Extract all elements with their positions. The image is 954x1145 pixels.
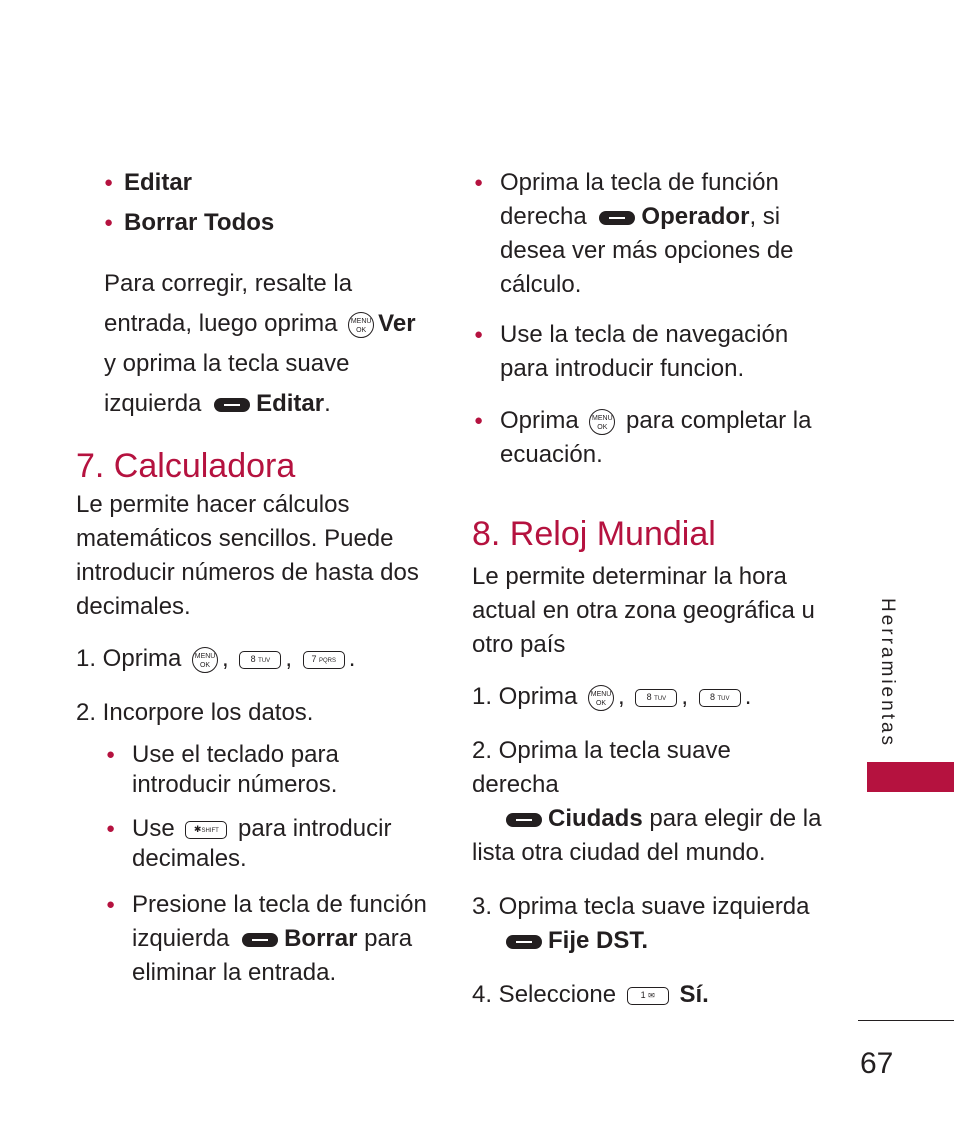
k8-letters: TUV [258, 657, 271, 664]
key-8-icon [239, 651, 281, 669]
k1: 1 [640, 989, 646, 1000]
ok-top: MENU [194, 652, 216, 660]
k8-letters: TUV [654, 695, 667, 702]
page-number: 67 [860, 1047, 894, 1080]
section-side-label: Herramientas [877, 598, 898, 749]
calc-sub-3 [104, 888, 432, 990]
correct-line-1: Para corregir, resalte la [104, 270, 353, 297]
k8: 8 [709, 691, 715, 702]
k8-letters: TUV [717, 695, 730, 702]
calc-step-1: 1. Oprima MENU OK , 8 TUV , 7 PQRS . [76, 645, 356, 672]
reloj-step-2 [472, 734, 822, 870]
correct-line-2 [104, 304, 432, 344]
right-bullet-3 [472, 404, 822, 472]
r-step2-a: 2. Oprima la tecla suave derecha [472, 737, 731, 798]
soft-key-icon [242, 933, 278, 947]
menu-ok-key-icon [192, 647, 218, 673]
izquierda-text: izquierda [104, 390, 202, 417]
ok-top: MENU [590, 690, 612, 698]
soft-key-icon [214, 398, 250, 412]
editar-label: Editar [256, 390, 325, 417]
correct-line-4: izquierda Editar. [104, 390, 331, 417]
page-number-rule [858, 1020, 954, 1021]
k1-icon: ✉ [648, 990, 655, 1000]
menu-ok-key-icon [588, 685, 614, 711]
key-1-icon [627, 987, 669, 1005]
key-7-icon [303, 651, 345, 669]
right-bullet-1 [472, 166, 822, 302]
soft-key-icon [506, 813, 542, 827]
r-step2-b: para elegir de la lista otra ciudad del mundo. [472, 805, 822, 866]
reloj-step-3 [472, 890, 822, 958]
reloj-step-1: 1. Oprima MENU OK , 8 TUV , 8 TUV . [472, 683, 752, 710]
ok-bottom: OK [199, 661, 211, 669]
menu-ok-key-icon [348, 312, 374, 338]
step1-text: 1. Oprima [76, 645, 182, 672]
ok-bottom: OK [595, 699, 607, 707]
fije-dst-label: Fije DST. [548, 927, 649, 954]
sub2-a: Use [132, 815, 175, 842]
ok-bottom: OK [597, 423, 608, 431]
calc-sub-2 [104, 814, 432, 874]
borrar-label: Borrar [284, 925, 358, 952]
k7: 7 [311, 653, 317, 664]
star-shift-key-icon [185, 821, 227, 839]
reloj-title: 8. Reloj Mundial [472, 515, 716, 553]
bullet-editar-text: Editar [124, 169, 193, 196]
operador-label: Operador [641, 203, 750, 230]
correct-text: entrada, luego oprima [104, 310, 338, 337]
b1-b: , si desea ver más opciones de cálculo. [500, 203, 794, 298]
star: ✱ [193, 823, 202, 834]
bullet-borrar-todos-text: Borrar Todos [124, 209, 275, 236]
r-step3-a: 3. Oprima tecla suave izquierda [472, 893, 810, 920]
reloj-step-4 [472, 978, 822, 1012]
ok-top: MENU [592, 414, 613, 422]
key-8-icon [635, 689, 677, 707]
sub2-b: para introducir decimales. [132, 815, 392, 872]
sub3-a: Presione la tecla de función izquierda [132, 891, 427, 952]
soft-key-icon [506, 935, 542, 949]
k8: 8 [646, 691, 652, 702]
b3-b: para completar la ecuación. [500, 407, 812, 468]
menu-ok-key-icon [589, 409, 615, 435]
section-tab-marker [867, 762, 954, 792]
ciudads-label: Ciudads [548, 805, 643, 832]
right-bullet-2: ● Use la tecla de navegación para introducir funcion. [472, 318, 822, 386]
b1-a: Oprima la tecla de función derecha [500, 169, 779, 230]
r-step4-a: 4. Seleccione [472, 981, 617, 1008]
correct-line-3: y oprima la tecla suave [104, 350, 350, 377]
bullet-borrar-todos [104, 206, 432, 240]
sub3-b: para eliminar la entrada. [132, 925, 413, 986]
key-8-icon [699, 689, 741, 707]
star-letters: SHIFT [201, 827, 219, 834]
right-column [472, 166, 822, 1012]
correct-paragraph [104, 264, 432, 424]
bullet-editar [104, 166, 432, 200]
k7-letters: PQRS [318, 657, 336, 664]
ver-label: Ver [378, 310, 416, 337]
reloj-desc: Le permite determinar la hora actual en otra zona geográfica u otro país [472, 563, 815, 658]
calculadora-desc: Le permite hacer cálculos matemáticos sencillos. Puede introducir números de hasta dos decimales. [76, 491, 419, 620]
ok-bottom: OK [356, 326, 367, 334]
ok-top: MENU [350, 317, 372, 325]
r-step1-text: 1. Oprima [472, 683, 578, 710]
si-label: Sí. [679, 981, 709, 1008]
left-column [76, 166, 432, 990]
soft-key-icon [599, 211, 635, 225]
k8: 8 [250, 653, 256, 664]
calc-sub-1: ● Use el teclado para introducir números. [104, 740, 432, 800]
b3-a: Oprima [500, 407, 579, 434]
calculadora-title: 7. Calculadora [76, 447, 296, 485]
calc-step-2: 2. Incorpore los datos. [76, 699, 314, 726]
